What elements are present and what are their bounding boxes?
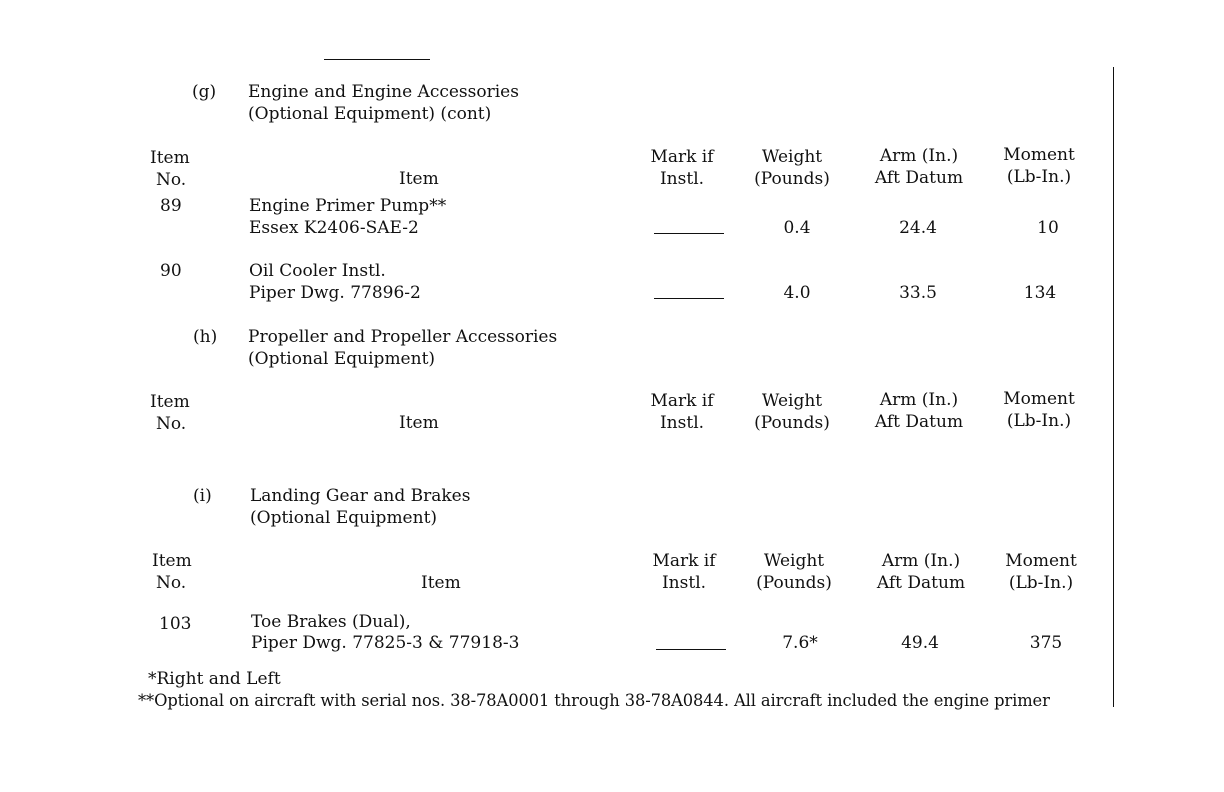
header-item-no: Item xyxy=(150,392,190,412)
section-i-label: (i) xyxy=(193,486,212,506)
header-arm-2: Aft Datum xyxy=(874,168,964,188)
header-moment: Moment xyxy=(1005,551,1077,571)
row-desc-2: Piper Dwg. 77896-2 xyxy=(249,283,421,303)
header-item: Item xyxy=(399,413,439,433)
header-item-no: Item xyxy=(152,551,192,571)
header-weight-2: (Pounds) xyxy=(754,413,830,433)
header-arm: Arm (In.) xyxy=(881,551,961,571)
row-item-no: 89 xyxy=(160,196,182,216)
header-weight-2: (Pounds) xyxy=(756,573,832,593)
header-mark-2: Instl. xyxy=(659,413,705,433)
row-arm: 33.5 xyxy=(899,283,937,303)
header-item: Item xyxy=(421,573,461,593)
footnote-1: *Right and Left xyxy=(148,669,281,689)
section-i-title: Landing Gear and Brakes xyxy=(250,486,471,506)
header-moment-2: (Lb-In.) xyxy=(1006,411,1072,431)
header-moment-2: (Lb-In.) xyxy=(1008,573,1074,593)
footnote-2: **Optional on aircraft with serial nos. 38-78A0001 through 38-78A0844. All aircraft included the engine primer xyxy=(138,691,1050,710)
row-item-no: 103 xyxy=(159,614,192,634)
section-h-subtitle: (Optional Equipment) xyxy=(248,349,436,369)
row-moment: 134 xyxy=(1023,283,1057,303)
header-arm: Arm (In.) xyxy=(879,146,959,166)
section-g-subtitle: (Optional Equipment) (cont) xyxy=(248,104,492,124)
header-weight-2: (Pounds) xyxy=(754,169,830,189)
header-arm: Arm (In.) xyxy=(879,390,959,410)
row-item-no: 90 xyxy=(160,261,182,281)
header-arm-2: Aft Datum xyxy=(876,573,966,593)
header-weight: Weight xyxy=(761,391,823,411)
mark-blank[interactable] xyxy=(654,233,724,234)
header-moment: Moment xyxy=(1003,145,1075,165)
mark-blank[interactable] xyxy=(654,298,724,299)
mark-blank[interactable] xyxy=(656,649,726,650)
header-arm-2: Aft Datum xyxy=(874,412,964,432)
header-item-no: Item xyxy=(150,148,190,168)
header-item: Item xyxy=(399,169,439,189)
row-desc: Toe Brakes (Dual), xyxy=(251,612,411,632)
header-mark-2: Instl. xyxy=(659,169,705,189)
header-mark-2: Instl. xyxy=(661,573,707,593)
row-moment: 10 xyxy=(1037,218,1059,238)
row-desc: Oil Cooler Instl. xyxy=(249,261,386,281)
row-desc: Engine Primer Pump** xyxy=(249,196,447,216)
header-weight: Weight xyxy=(763,551,825,571)
header-moment: Moment xyxy=(1003,389,1075,409)
section-g-title: Engine and Engine Accessories xyxy=(248,82,519,102)
row-weight: 0.4 xyxy=(783,218,811,238)
section-h-title: Propeller and Propeller Accessories xyxy=(248,327,558,347)
revision-bar xyxy=(1113,67,1114,707)
row-desc-2: Essex K2406-SAE-2 xyxy=(249,218,419,238)
top-rule xyxy=(324,59,430,60)
row-desc-2: Piper Dwg. 77825-3 & 77918-3 xyxy=(251,633,520,653)
row-weight: 7.6* xyxy=(782,633,818,653)
section-h-label: (h) xyxy=(193,327,218,347)
row-moment: 375 xyxy=(1029,633,1063,653)
header-item-no-2: No. xyxy=(156,414,187,434)
header-mark: Mark if xyxy=(650,147,714,167)
row-arm: 24.4 xyxy=(899,218,937,238)
header-item-no-2: No. xyxy=(156,573,187,593)
section-g-label: (g) xyxy=(192,82,217,102)
section-i-subtitle: (Optional Equipment) xyxy=(250,508,438,528)
header-mark: Mark if xyxy=(650,391,714,411)
row-arm: 49.4 xyxy=(901,633,939,653)
header-weight: Weight xyxy=(761,147,823,167)
row-weight: 4.0 xyxy=(783,283,811,303)
header-item-no-2: No. xyxy=(156,170,187,190)
header-moment-2: (Lb-In.) xyxy=(1006,167,1072,187)
header-mark: Mark if xyxy=(652,551,716,571)
